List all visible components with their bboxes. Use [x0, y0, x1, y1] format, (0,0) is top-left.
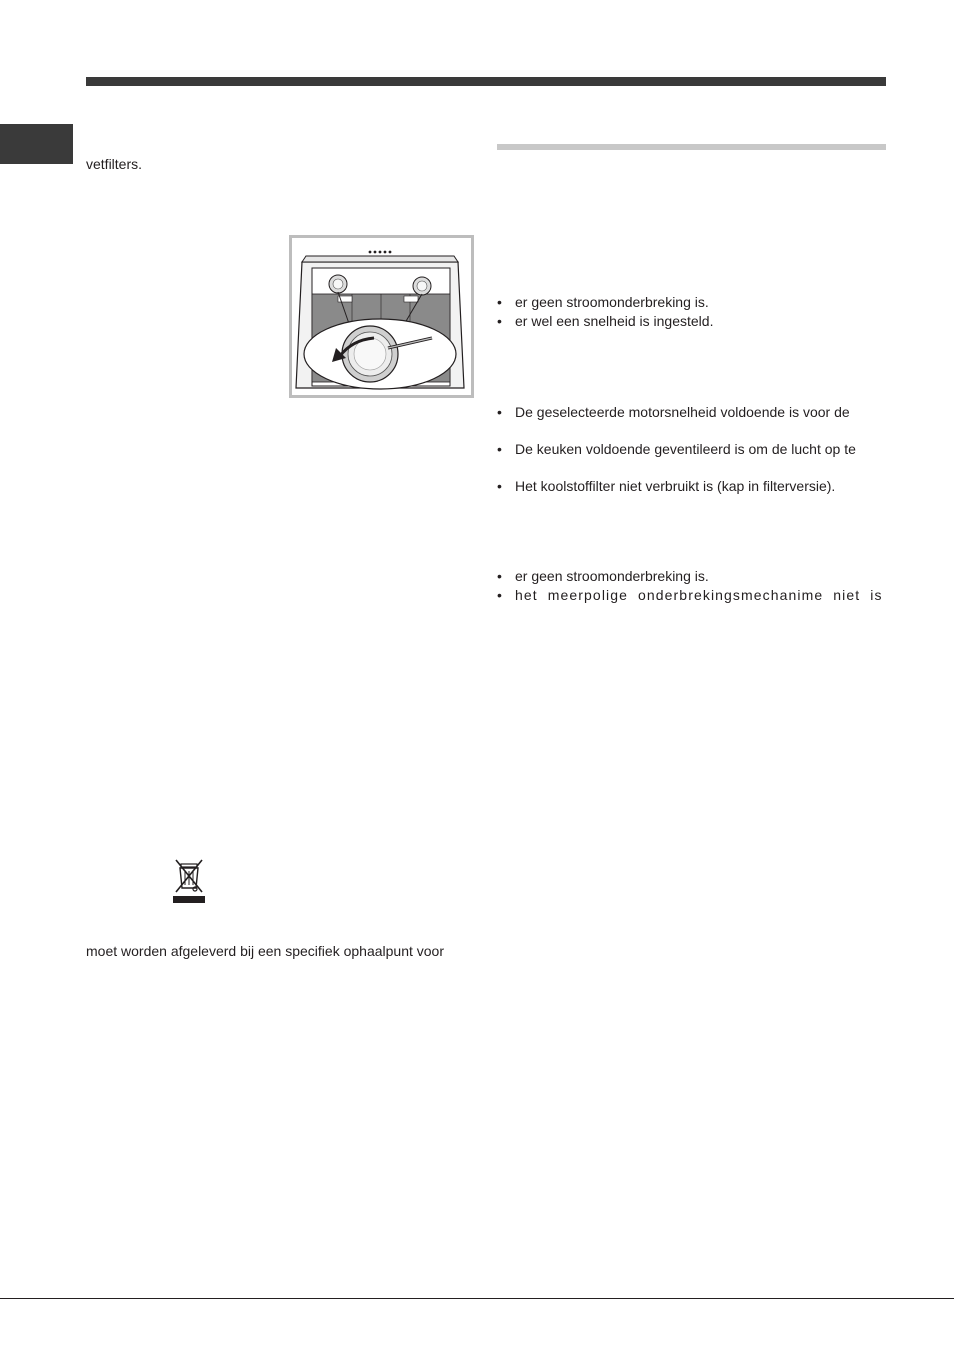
list-item — [497, 294, 886, 311]
list-item — [497, 587, 886, 604]
bullet-dot: • — [497, 568, 502, 584]
bullet-dot: • — [497, 587, 504, 603]
list-item-text: Het koolstoffilter niet verbruikt is (kap in filterversie). — [515, 478, 836, 494]
list-item-text: er wel een snelheid is ingesteld. — [515, 313, 714, 329]
list-item — [497, 441, 886, 458]
list-item-text: er geen stroomonderbreking is. — [515, 294, 709, 310]
range-hood-filter-removal-icon — [292, 238, 471, 395]
header-rule — [86, 77, 886, 86]
bullet-dot: • — [497, 404, 502, 420]
list-item — [497, 478, 886, 495]
list-item-text: het meerpolige onderbrekingsmechanime niet is — [515, 587, 883, 603]
crossed-out-wheelie-bin-icon — [172, 856, 206, 904]
weee-bin-symbol — [172, 856, 206, 904]
language-tab-marker — [0, 124, 73, 164]
list-item-text: er geen stroomonderbreking is. — [515, 568, 709, 584]
left-text-disposal: moet worden afgeleverd bij een specifiek ophaalpunt voor — [86, 943, 445, 959]
bullet-dot: • — [497, 478, 502, 494]
list-item — [497, 404, 886, 421]
hood-illustration — [289, 235, 474, 398]
list-item-text: De keuken voldoende geventileerd is om de lucht op te — [515, 441, 856, 457]
footer-rule — [0, 1298, 954, 1299]
bullet-dot: • — [497, 294, 502, 310]
bullet-dot: • — [497, 441, 502, 457]
list-item — [497, 313, 886, 330]
list-item-text: De geselecteerde motorsnelheid voldoende is voor de — [515, 404, 850, 420]
section-rule — [497, 144, 886, 150]
list-item — [497, 568, 886, 585]
bullet-dot: • — [497, 313, 502, 329]
left-text-vetfilters: vetfilters. — [86, 156, 143, 172]
